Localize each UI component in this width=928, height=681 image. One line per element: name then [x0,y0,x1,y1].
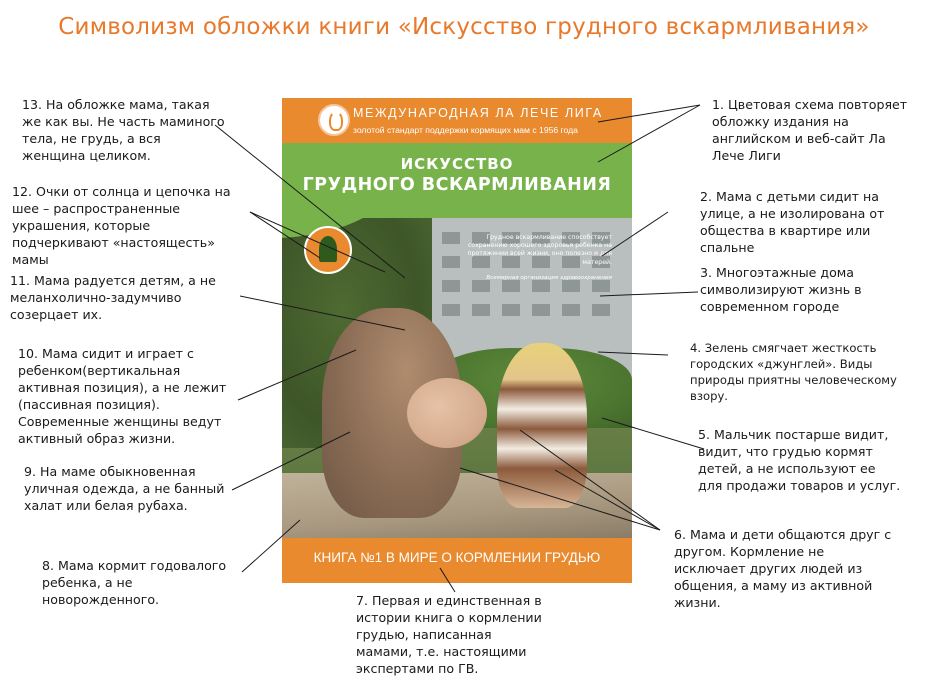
annotation-3: 3. Многоэтажные дома символизируют жизнь в современном городе [700,265,862,314]
annotation-11: 11. Мама радуется детям, а не меланхолично-задумчиво созерцает их. [10,273,216,322]
book-title-line2: ГРУДНОГО ВСКАРМЛИВАНИЯ [302,175,612,195]
annotation-6: 6. Мама и дети общаются друг с другом. Кормление не исключает других людей из общения, а маму из активной жизни. [674,527,892,610]
leader-line-3 [600,292,698,296]
org-name: МЕЖДУНАРОДНАЯ ЛА ЛЕЧЕ ЛИГА [353,106,603,120]
leader-line-5 [602,418,704,449]
annotation-1: 1. Цветовая схема повторяет обложку издания на английском и веб-сайт Ла Лече Лиги [712,97,908,163]
annotation-12: 12. Очки от солнца и цепочка на шее – распространенные украшения, которые подчеркивают «настоящесть» мамы [12,184,231,267]
leader-line-8 [242,520,300,572]
annotation-9: 9. На маме обыкновенная уличная одежда, а не банный халат или белая рубаха. [24,464,225,513]
who-quote: Грудное вскармливание способствует сохранению хорошего здоровья ребенка на протяжении всей жизни, оно полезно и для матерей. [467,234,612,266]
bottom-banner: КНИГА №1 В МИРЕ О КОРМЛЕНИИ ГРУДЬЮ [313,550,601,565]
leader-line-9 [232,432,350,490]
leader-line-6b [460,468,660,530]
annotation-2: 2. Мама с детьми сидит на улице, а не изолирована от общества в квартире или спальне [700,189,885,255]
who-source: Всемирная организация здравоохранения [486,275,612,281]
leader-line-10 [238,350,356,400]
leader-line-7 [440,568,455,592]
leader-line-11 [240,296,405,330]
leader-line-6c [555,470,660,530]
leader-line-12a [250,212,385,272]
leader-line-13 [215,125,405,278]
leader-line-12b [250,212,320,258]
org-subtitle: золотой стандарт поддержки кормящих мам с 1956 года [353,125,578,135]
page-title: Символизм обложки книги «Искусство грудного вскармливания» [58,14,870,40]
leader-line-2 [602,212,668,256]
leader-line-6a [520,430,660,530]
leader-line-4 [598,352,668,355]
annotation-10: 10. Мама сидит и играет с ребенком(вертикальная активная позиция), а не лежит (пассивная позиция). Современные женщины ведут активный образ жизни. [18,346,227,446]
annotation-5: 5. Мальчик постарше видит, видит, что грудью кормят детей, а не используют ее для продажи товаров и услуг. [698,427,901,493]
annotation-13: 13. На обложке мама, такая же как вы. Не часть маминого тела, не грудь, а вся женщина целиком. [22,97,225,163]
annotation-4: 4. Зелень смягчает жесткость городских «джунглей». Виды природы приятны человеческому взору. [690,341,897,403]
annotation-7: 7. Первая и единственная в истории книга о кормлении грудью, написанная мамами, т.е. настоящими экспертами по ГВ. [356,593,542,676]
book-title-line1: ИСКУССТВО [400,155,514,173]
annotation-8: 8. Мама кормит годовалого ребенка, а не новорожденного. [42,558,227,607]
